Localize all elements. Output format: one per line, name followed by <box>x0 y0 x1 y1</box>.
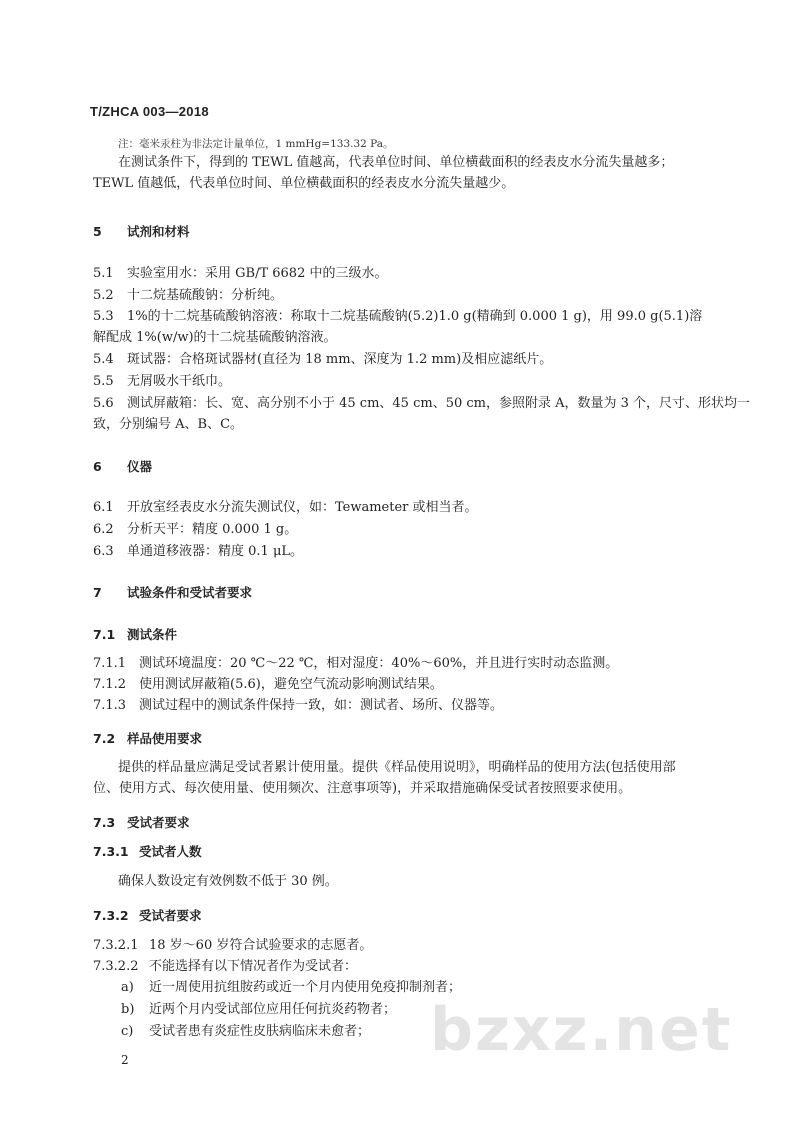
clause-7-3-2-1 <box>93 938 372 954</box>
subsection-heading-7-2 <box>93 731 202 747</box>
paragraph-line: 位、使用方式、每次使用量、使用频次、注意事项等)，并采取措施确保受试者按照要求使用。 <box>93 781 632 796</box>
clause-text: 测试屏蔽箱：长、宽、高分别不小于 45 cm、45 cm、50 cm，参照附录 A，数量为 3 个，尺寸、形状均一 <box>127 396 751 411</box>
clause-number: 5.4 <box>93 352 114 367</box>
subsection-number: 7.3 <box>93 815 116 830</box>
clause-5-5 <box>93 374 231 390</box>
list-item <box>121 1002 396 1018</box>
clause-7-1-1 <box>93 656 618 672</box>
subsection-title: 受试者人数 <box>139 844 202 859</box>
clause-7-3-2-2 <box>93 959 357 975</box>
clause-5-6-cont: 致，分别编号 A、B、C。 <box>93 417 244 432</box>
subsection-heading-7-1 <box>93 627 177 643</box>
list-item <box>121 980 461 996</box>
clause-text: 测试环境温度：20 ℃～22 ℃，相对湿度：40%～60%，并且进行实时动态监测。 <box>139 656 619 671</box>
paragraph-line: TEWL 值越低，代表单位时间、单位横截面积的经表皮水分流失量越少。 <box>93 176 515 191</box>
clause-text: 斑试器：合格斑试器材(直径为 18 mm、深度为 1.2 mm)及相应滤纸片。 <box>127 352 553 367</box>
clause-7-1-3 <box>93 698 503 714</box>
clause-text: 1%的十二烷基硫酸钠溶液：称取十二烷基硫酸钠(5.2)1.0 g(精确到 0.000 1 g)，用 99.0 g(5.1)溶 <box>127 309 703 324</box>
subsection-title: 受试者要求 <box>127 815 190 830</box>
clause-text: 单通道移液器：精度 0.1 μL。 <box>127 544 304 559</box>
clause-6-2 <box>93 522 297 538</box>
clause-number: 6.1 <box>93 500 114 515</box>
clause-6-1 <box>93 500 478 516</box>
clause-5-6 <box>93 396 750 412</box>
clause-5-4 <box>93 352 552 368</box>
section-heading-6 <box>93 459 152 475</box>
clause-text: 不能选择有以下情况者作为受试者： <box>149 959 358 974</box>
subsection-title: 测试条件 <box>127 627 178 642</box>
clause-text: 分析天平：精度 0.000 1 g。 <box>127 522 298 537</box>
clause-text: 18 岁～60 岁符合试验要求的志愿者。 <box>149 938 373 953</box>
section-title: 试剂和材料 <box>127 224 190 239</box>
list-text: 近两个月内受试部位应用任何抗炎药物者； <box>149 1002 397 1017</box>
subsection-heading-7-3 <box>93 815 190 831</box>
list-text: 近一周使用抗组胺药或近一个月内使用免疫抑制剂者； <box>149 980 462 995</box>
clause-text: 开放室经表皮水分流失测试仪，如：Tewameter 或相当者。 <box>127 500 478 515</box>
clause-text: 测试过程中的测试条件保持一致，如：测试者、场所、仪器等。 <box>139 698 504 713</box>
list-text: 受试者患有炎症性皮肤病临床未愈者； <box>149 1024 371 1039</box>
clause-5-3 <box>93 309 702 325</box>
clause-6-3 <box>93 544 303 560</box>
clause-7-1-2 <box>93 677 443 693</box>
clause-number: 5.3 <box>93 309 114 324</box>
clause-number: 5.6 <box>93 396 114 411</box>
unit-note: 注：毫米汞柱为非法定计量单位，1 mmHg=133.32 Pa。 <box>118 138 394 150</box>
list-label: b) <box>121 1002 135 1017</box>
subsection-heading-7-3-2 <box>93 908 202 924</box>
paragraph-line: 确保人数设定有效例数不低于 30 例。 <box>118 874 338 889</box>
clause-5-2 <box>93 288 283 304</box>
clause-number: 5.5 <box>93 374 114 389</box>
standard-number: T/ZHCA 003—2018 <box>90 104 209 119</box>
clause-text: 实验室用水：采用 GB/T 6682 中的三级水。 <box>127 266 388 281</box>
list-label: a) <box>121 980 134 995</box>
subsection-heading-7-3-1 <box>93 844 202 860</box>
subsection-number: 7.1 <box>93 627 116 642</box>
clause-number: 5.2 <box>93 288 114 303</box>
section-title: 仪器 <box>127 459 153 474</box>
clause-number: 6.3 <box>93 544 114 559</box>
list-item <box>121 1024 370 1040</box>
subsection-number: 7.3.1 <box>93 844 129 859</box>
clause-number: 5.1 <box>93 266 114 281</box>
section-number: 7 <box>93 585 102 600</box>
subsection-number: 7.3.2 <box>93 908 129 923</box>
clause-5-3-cont: 解配成 1%(w/w)的十二烷基硫酸钠溶液。 <box>93 330 337 345</box>
section-heading-7 <box>93 585 252 601</box>
clause-number: 6.2 <box>93 522 114 537</box>
clause-5-1 <box>93 266 387 282</box>
subsection-number: 7.2 <box>93 731 116 746</box>
clause-text: 十二烷基硫酸钠：分析纯。 <box>127 288 284 303</box>
paragraph-line: 在测试条件下，得到的 TEWL 值越高，代表单位时间、单位横截面积的经表皮水分流失量越多； <box>118 155 674 170</box>
list-label: c) <box>121 1024 134 1039</box>
watermark: bzxz.net <box>430 995 733 1065</box>
clause-text: 无屑吸水干纸巾。 <box>127 374 232 389</box>
section-title: 试验条件和受试者要求 <box>127 585 253 600</box>
clause-number: 7.3.2.2 <box>93 959 139 974</box>
clause-text: 使用测试屏蔽箱(5.6)，避免空气流动影响测试结果。 <box>139 677 443 692</box>
subsection-title: 受试者要求 <box>139 908 202 923</box>
paragraph-line: 提供的样品量应满足受试者累计使用量。提供《样品使用说明》，明确样品的使用方法(包括使用部 <box>118 760 676 775</box>
clause-number: 7.3.2.1 <box>93 938 139 953</box>
page-number: 2 <box>121 1053 129 1067</box>
clause-number: 7.1.3 <box>93 698 127 713</box>
subsection-title: 样品使用要求 <box>127 731 203 746</box>
section-number: 6 <box>93 459 102 474</box>
clause-number: 7.1.2 <box>93 677 127 692</box>
section-heading-5 <box>93 224 190 240</box>
section-number: 5 <box>93 224 102 239</box>
clause-number: 7.1.1 <box>93 656 127 671</box>
